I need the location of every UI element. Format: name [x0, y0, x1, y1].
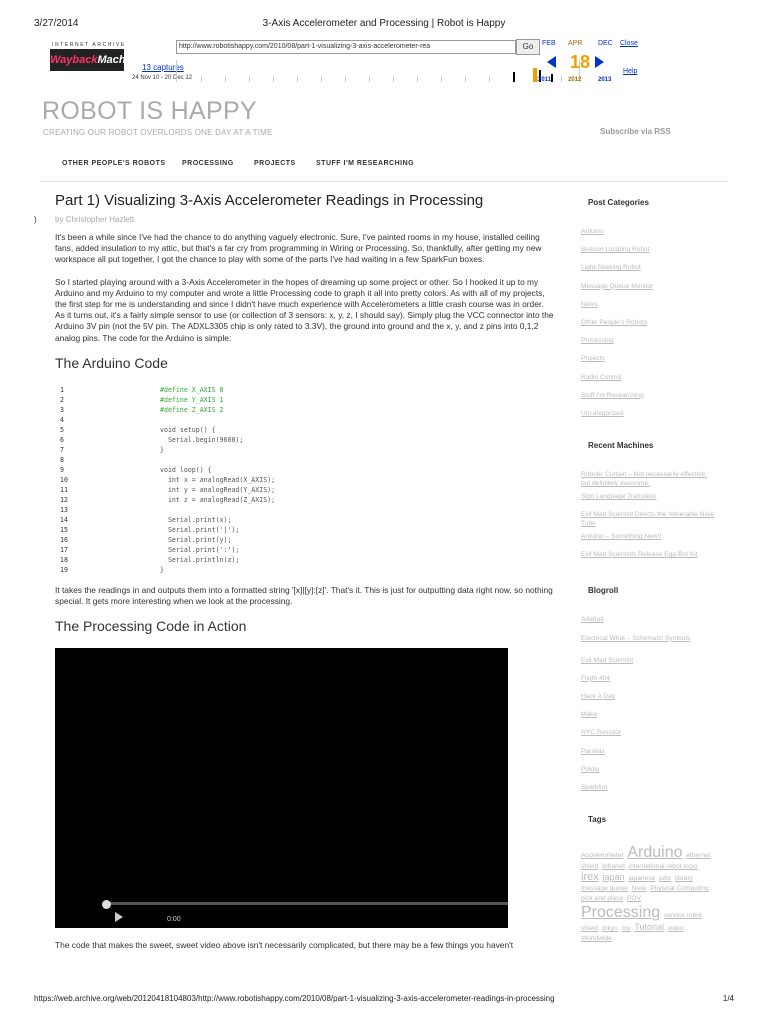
video-scrubber-handle[interactable]: [102, 900, 111, 909]
category-link[interactable]: Radio Control: [581, 373, 622, 381]
post-title[interactable]: Part 1) Visualizing 3-Axis Accelerometer Readings in Processing: [55, 192, 484, 209]
category-link[interactable]: News: [581, 300, 598, 308]
wayback-capture-range: 24 Nov 10 - 20 Dec 12: [132, 75, 193, 81]
nav-item-projects[interactable]: PROJECTS: [254, 160, 296, 167]
code-line-number: 8: [60, 455, 64, 464]
code-line: [60, 455, 555, 465]
play-icon[interactable]: [115, 912, 123, 922]
code-line-text: Serial.print('|');: [160, 525, 240, 534]
site-tagline: CREATING OUR ROBOT OVERLORDS ONE DAY AT A TIME: [43, 128, 273, 137]
code-line: [60, 515, 555, 525]
sidebar: [581, 198, 716, 944]
code-line: [60, 415, 555, 425]
wayback-help-link[interactable]: Help: [623, 68, 638, 75]
blogroll-link[interactable]: Sparkfun: [581, 783, 608, 791]
code-line: [60, 405, 555, 415]
code-line-text: [115, 415, 160, 425]
tag-link[interactable]: japanese: [628, 875, 656, 883]
code-line-text: #define X_AXIS 0: [160, 385, 224, 394]
code-line-number: 10: [60, 475, 68, 484]
machine-link[interactable]: Evil Mad Scientist Directs the Venerable Nixie Tube: [581, 511, 715, 528]
post-content: [55, 192, 555, 962]
header-divider: [40, 181, 728, 182]
code-line-number: 11: [60, 485, 68, 494]
wayback-sparkline[interactable]: [176, 60, 580, 82]
wayback-captures-link[interactable]: 13 captures: [142, 63, 184, 72]
code-line-text: void setup() {: [160, 425, 216, 434]
category-link[interactable]: Message Queue Monitor: [581, 282, 654, 290]
machine-link[interactable]: Sign Language Translator: [581, 493, 657, 501]
tag-link[interactable]: Tutorial: [634, 922, 665, 933]
post-paragraph: It takes the readings in and outputs them into a formatted string '[x]|[y]:[z]'. That's it. This is just for outputting data right now, so nothing special. It gets more interesting when we look at the processing.: [55, 584, 553, 607]
code-line: [60, 495, 555, 505]
tag-link[interactable]: Worldwide: [581, 935, 612, 943]
code-line-text: }: [160, 565, 164, 574]
tag-link[interactable]: message queue: [581, 885, 628, 893]
code-line: [60, 435, 555, 445]
code-line-text: }: [160, 445, 164, 454]
code-line-text: #define Y_AXIS 1: [160, 395, 224, 404]
blogroll-link[interactable]: Hack A Day: [581, 693, 616, 700]
category-link[interactable]: Light-Seeking Robot: [581, 264, 641, 272]
blogroll-link[interactable]: Evil Mad Scientist: [581, 656, 634, 664]
category-link[interactable]: Stuff I'm Researching: [581, 391, 644, 399]
code-block: [60, 385, 555, 575]
code-line-number: 5: [60, 425, 64, 434]
rss-link[interactable]: Subscribe via RSS: [600, 127, 671, 136]
code-line-text: Serial.print(y);: [160, 535, 232, 544]
tag-link[interactable]: pick and place: [581, 895, 624, 903]
tag-link[interactable]: Accelerometer: [581, 852, 624, 860]
code-line-text: Serial.println(z);: [160, 555, 240, 564]
tag-link[interactable]: Physical Computing: [650, 885, 709, 893]
category-link[interactable]: Beacon Locating Robot: [581, 246, 650, 254]
blogroll-link[interactable]: NYC Resistor: [581, 729, 621, 737]
code-line: [60, 465, 555, 475]
code-line-number: 1: [60, 385, 64, 394]
wayback-prev-arrow-icon[interactable]: [547, 56, 556, 68]
wayback-logo-mark: WaybackMachine: [50, 49, 124, 71]
code-line: [60, 485, 555, 495]
tag-link[interactable]: Infrared: [602, 863, 625, 871]
machine-link[interactable]: Robotic Curtain – Not necessarily effective, but definitely awesome.: [581, 471, 707, 488]
tag-link[interactable]: irex: [581, 871, 599, 884]
code-line-text: #define Z_AXIS 2: [160, 405, 224, 414]
code-line-text: Serial.begin(9600);: [160, 435, 244, 444]
code-line: [60, 535, 555, 545]
tag-link[interactable]: international robot expo: [628, 863, 698, 871]
widget-title-categories: Post Categories: [588, 198, 649, 207]
code-line: [60, 445, 555, 455]
blogroll-link[interactable]: Adafruit: [581, 616, 604, 624]
wayback-year-next[interactable]: 2013: [598, 77, 612, 83]
tag-link[interactable]: tokyo: [602, 925, 618, 933]
print-url: https://web.archive.org/web/20120418104803/http://www.robotishappy.com/2010/08/part-1-visualizing-3-axis-accelerometer-readings-in-processing: [34, 994, 555, 1003]
code-line-text: Serial.print(':');: [160, 545, 240, 554]
tag-link[interactable]: Nixie: [631, 885, 647, 893]
code-line-number: 12: [60, 495, 68, 504]
code-line-number: 3: [60, 405, 64, 414]
code-line: [60, 505, 555, 515]
category-link[interactable]: Projects: [581, 355, 605, 363]
code-line: [60, 395, 555, 405]
code-line-number: 13: [60, 505, 68, 514]
wayback-year-prev[interactable]: 2011: [538, 77, 552, 83]
print-date: 3/27/2014: [34, 18, 79, 29]
code-line: [60, 425, 555, 435]
nav-item-other-peoples-robots[interactable]: OTHER PEOPLE'S ROBOTS: [62, 160, 166, 167]
post-paragraph: The code that makes the sweet, sweet video above isn't necessarily complicated, but there may be a few things you haven't: [55, 940, 514, 951]
print-page-number: 1/4: [722, 994, 734, 1003]
print-title: 3-Axis Accelerometer and Processing | Robot is Happy: [262, 18, 506, 29]
blogroll-link[interactable]: Parallax: [581, 747, 605, 755]
wayback-year-current: 2012: [568, 77, 582, 83]
video-progress-bar[interactable]: [103, 902, 508, 905]
wayback-month-next[interactable]: DEC: [598, 40, 613, 47]
post-paragraph: So I started playing around with a 3-Axis Accelerometer in the hopes of dreaming up some project or other. So I hooked it up to my Arduino and my Arduino to my computer and wrote a little Processing code to graph it all into pretty colors. As with all of my projects, the first step for me is understanding and since I didn't have much experience with Accelerometers a little crash course was in order. As it turns out, it's a fairly simple sensor to use (or collection of 3 sensors: x, y, z, I should say). Simply plug the VCC connector into the Arduino 3V pin (not the 5V pin. The ADXL3305 chip is only rated to 3.3V), the ground into ground and the x, y, and z pins into 0,1,2 analog pins. The code for the Arduino is simple:: [55, 276, 554, 343]
code-line-text: int x = analogRead(X_AXIS);: [160, 475, 276, 484]
tag-link[interactable]: toy: [621, 925, 631, 933]
code-line: [60, 545, 555, 555]
section-heading-arduino: The Arduino Code: [55, 354, 168, 371]
code-line-text: [115, 455, 160, 465]
tag-cloud: [581, 844, 716, 944]
code-line-number: 15: [60, 525, 68, 534]
code-line: [60, 555, 555, 565]
wayback-url-input[interactable]: http://www.robotishappy.com/2010/08/part-1-visualizing-3-axis-accelerometer-rea: [176, 40, 516, 54]
tag-link[interactable]: video: [667, 925, 684, 933]
blogroll-list: [581, 615, 716, 801]
nav-item-stuff-im-researching[interactable]: STUFF I'M RESEARCHING: [316, 160, 415, 167]
code-line-number: 2: [60, 395, 64, 404]
widget-title-tags: Tags: [588, 815, 607, 825]
tag-link[interactable]: shield: [581, 925, 599, 933]
code-line-text: Serial.print(x);: [160, 515, 232, 524]
code-line-text: void loop() {: [160, 465, 212, 474]
section-heading-processing: The Processing Code in Action: [55, 618, 247, 635]
tag-link[interactable]: POV: [627, 895, 641, 903]
code-line-number: 19: [60, 565, 68, 574]
wayback-month-current: APR: [568, 40, 583, 47]
nav-item-processing[interactable]: PROCESSING: [182, 160, 234, 167]
code-line-number: 4: [60, 415, 64, 424]
machines-list: [581, 470, 716, 572]
wayback-go-button[interactable]: Go: [516, 39, 540, 55]
tag-link[interactable]: ethernet shield: [581, 852, 711, 871]
video-time: 0:00: [167, 916, 181, 924]
wayback-logo[interactable]: [50, 38, 142, 78]
blogroll-link[interactable]: Electrical What – Schematic Symbols: [581, 634, 691, 642]
code-line-text: int z = analogRead(Z_AXIS);: [160, 495, 276, 504]
widget-title-blogroll: Blogroll: [588, 586, 619, 596]
wayback-logo-top: INTERNET ARCHIVE: [52, 42, 126, 48]
code-line-number: 16: [60, 535, 68, 544]
category-link[interactable]: Uncategorized: [581, 409, 624, 417]
tag-link[interactable]: library: [675, 875, 693, 883]
code-line-number: 18: [60, 555, 68, 564]
tag-link[interactable]: Arduino: [627, 844, 683, 862]
video-player[interactable]: [55, 648, 508, 928]
tag-link[interactable]: japan: [602, 872, 625, 883]
wayback-next-arrow-icon[interactable]: [595, 56, 604, 68]
wayback-day: 18: [570, 52, 591, 72]
category-link[interactable]: Arduino: [581, 228, 604, 235]
code-line: [60, 565, 555, 575]
category-link[interactable]: Processing: [581, 337, 614, 345]
code-line-text: int y = analogRead(Y_AXIS);: [160, 485, 276, 494]
blogroll-link[interactable]: Flight 404: [581, 674, 610, 682]
blogroll-link[interactable]: Pololu: [581, 765, 600, 773]
margin-marker: ): [34, 215, 37, 224]
post-paragraph: It's been a while since I've had the chance to do anything vaguely electronic. Sure, I've painted rooms in my house, installed ceiling fans, added insulation to my attic, but that's a far cry from programming in Wiring or Processing. So, thankfully, after getting my new workspace all put together, I got the chance to play with some of the parts I've had waiting in a few SparkFun boxes.: [55, 232, 542, 265]
machine-link[interactable]: Arduino – Something New!!: [581, 533, 662, 541]
code-line: [60, 385, 555, 395]
code-line-text: [115, 505, 160, 515]
print-header: [34, 18, 734, 32]
machine-link[interactable]: Evil Mad Scientists Release Egg-Bot Kit: [581, 551, 698, 559]
code-line-number: 9: [60, 465, 64, 474]
code-line: [60, 525, 555, 535]
tag-link[interactable]: Processing: [581, 904, 661, 922]
code-line: [60, 475, 555, 485]
widget-title-machines: Recent Machines: [588, 441, 654, 451]
post-byline[interactable]: by Christopher Hazlett: [55, 215, 135, 224]
category-link[interactable]: Other People's Robots: [581, 318, 648, 326]
code-line-number: 6: [60, 435, 64, 444]
code-line-number: 14: [60, 515, 68, 524]
site-title[interactable]: ROBOT IS HAPPY: [42, 97, 257, 125]
category-list: [581, 227, 716, 427]
wayback-toolbar: [50, 38, 640, 86]
tag-link[interactable]: jobs: [659, 875, 672, 883]
wayback-close-link[interactable]: Close: [620, 40, 638, 47]
code-line-number: 7: [60, 445, 64, 454]
wayback-month-prev[interactable]: FEB: [542, 40, 556, 47]
code-line-number: 17: [60, 545, 68, 554]
tag-link[interactable]: service robot: [664, 912, 702, 920]
blogroll-link[interactable]: Make: [581, 711, 598, 719]
